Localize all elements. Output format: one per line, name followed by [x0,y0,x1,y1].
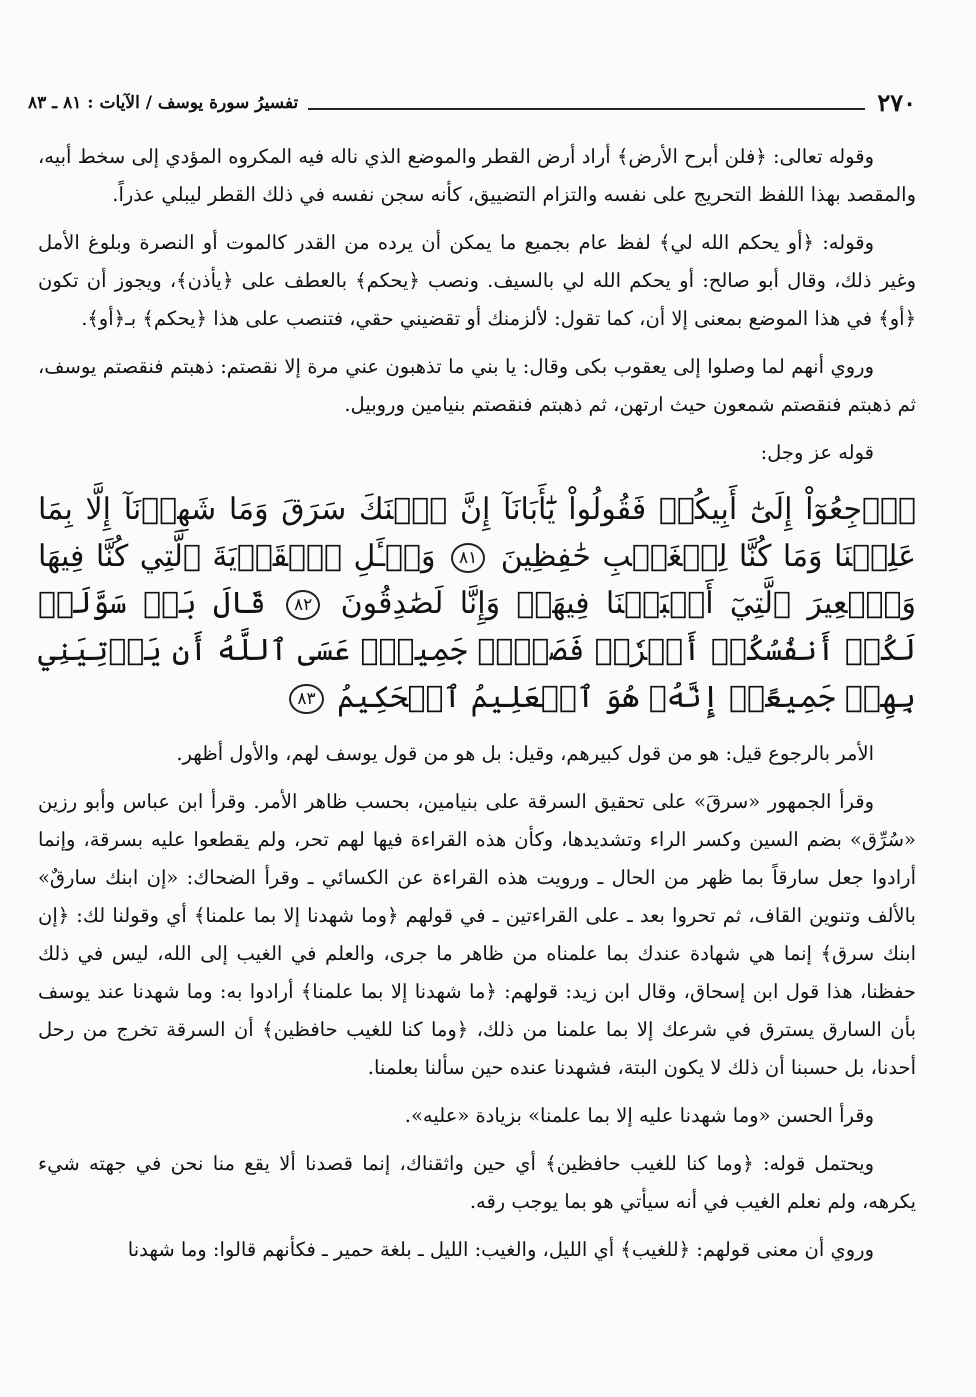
quran-verses [38,486,916,721]
page-number: ٢٧٠ [877,88,916,117]
paragraph: وقوله: ﴿أو يحكم الله لي﴾ لفظ عام بجميع ما يمكن أن يرده من القدر كالموت أو النصرة وبلوغ الأمل وغير ذلك، وقال أبو صالح: أو يحكم الله لي بالسيف. ونصب ﴿يحكم﴾ بالعطف على ﴿يأذن﴾، ويجوز أن تكون ﴿أو﴾ في هذا الموضع بمعنى إلا أن، كما تقول: لألزمنك أو تقضيني حقي، فتنصب على هذا ﴿يحكم﴾ بـ﴿أو﴾. [38,231,916,330]
paragraph: وقرأ الحسن «وما شهدنا عليه إلا بما علمنا» بزيادة «عليه». [404,1104,874,1127]
page-body [38,138,916,1279]
paragraph: ويحتمل قوله: ﴿وما كنا للغيب حافظين﴾ أي حين واثقناك، إنما قصدنا ألا يقع منا نحن في جهته شيء يكرهه، ولم نعلم الغيب في أنه سيأتي هو بما يوجب رقه. [38,1152,916,1213]
page-header [28,86,916,116]
quran-verse-text: ٱرۡجِعُوٓاْ إِلَىٰٓ أَبِيكُمۡ فَقُولُواْ يَٰٓأَبَانَآ إِنَّ ٱبۡنَكَ سَرَقَ وَمَا شَهِدۡنَآ إِلَّا بِمَا عَلِمۡنَا وَمَا كُنَّا لِلۡغَيۡبِ حَٰفِظِينَ [38,492,917,574]
running-title: تفسيرُ سورة يوسف / الآيات : ٨١ ـ ٨٣ [28,93,299,113]
paragraph: وقرأ الجمهور «سرقَ» على تحقيق السرقة على بنيامين، بحسب ظاهر الأمر. وقرأ ابن عباس وأبو رزين «سُرِّق» بضم السين وكسر الراء وتشديدها، وكأن هذه القراءة فيها لهم تحر، ولم يقطعوا عليه بسرقة، وإنما أرادوا جعل سارقاً بما ظهر من الحال ـ ورويت هذه القراءة عن الكسائي ـ وقرأ الضحاك: «إن ابنك سارقٌ» بالألف وتنوين القاف، ثم تحروا بعد ـ على القراءتين ـ في قولهم ﴿وما شهدنا إلا بما علمنا﴾ أي وقولنا لك: ﴿إن ابنك سرق﴾ إنما هي شهادة عندك بما علمناه من ظاهر ما جرى، والعلم في الغيب إلى الله، ليس في ذلك حفظنا، هذا قول ابن إسحاق، وقال ابن زيد: قولهم: ﴿ما شهدنا إلا بما علمنا﴾ أرادوا به: وما شهدنا عند يوسف بأن السارق يسترق في شرعك إلا بما علمنا من ذلك، ﴿وما كنا للغيب حافظين﴾ أن السرقة تخرج من رحل أحدنا، بل حسبنا أن ذلك لا يكون البتة، فشهدنا عنده حين سألنا بعلمنا. [38,790,916,1079]
paragraph: وروي أن معنى قولهم: ﴿للغيب﴾ أي الليل، والغيب: الليل ـ بلغة حمير ـ فكأنهم قالوا: وما شهدنا [127,1238,874,1261]
paragraph: الأمر بالرجوع قيل: هو من قول كبيرهم، وقيل: بل هو من قول يوسف لهم، والأول أظهر. [176,742,874,765]
verse-number-marker: ٨١ [451,543,485,573]
quran-verse-text: قَالَ بَلۡ سَوَّلَتۡ لَكُمۡ أَنفُسُكُمۡ أَمۡرٗاۖ فَصَبۡرٞ جَمِيلٌۖ عَسَى ٱللَّهُ أَن يَأۡتِيَنِي بِهِمۡ جَمِيعًاۚ إِنَّهُۥ هُوَ ٱلۡعَلِيمُ ٱلۡحَكِيمُ [38,586,916,715]
verse-intro: قوله عز وجل: [760,441,874,464]
verse-number-marker: ٨٢ [286,590,320,620]
header-rule [308,108,865,110]
paragraph: وروي أنهم لما وصلوا إلى يعقوب بكى وقال: يا بني ما تذهبون عني مرة إلا نقصتم: ذهبتم فنقصتم يوسف، ثم ذهبتم فنقصتم شمعون حيث ارتهن، ثم ذهبتم فنقصتم بنيامين وروبيل. [38,355,916,416]
quran-verse-text: وَسۡـَٔلِ ٱلۡقَرۡيَةَ ٱلَّتِي كُنَّا فِيهَا وَٱلۡعِيرَ ٱلَّتِيٓ أَقۡبَلۡنَا فِيهَاۖ وَإِنَّا لَصَٰدِقُونَ [38,539,916,621]
paragraph: وقوله تعالى: ﴿فلن أبرح الأرض﴾ أراد أرض القطر والموضع الذي ناله فيه المكروه المؤدي إلى سخط أبيه، والمقصد بهذا اللفظ التحريج على نفسه والتزام التضييق، كأنه سجن نفسه في ذلك القطر ليبلي عذراً. [38,145,916,206]
verse-number-marker: ٨٣ [289,684,323,714]
